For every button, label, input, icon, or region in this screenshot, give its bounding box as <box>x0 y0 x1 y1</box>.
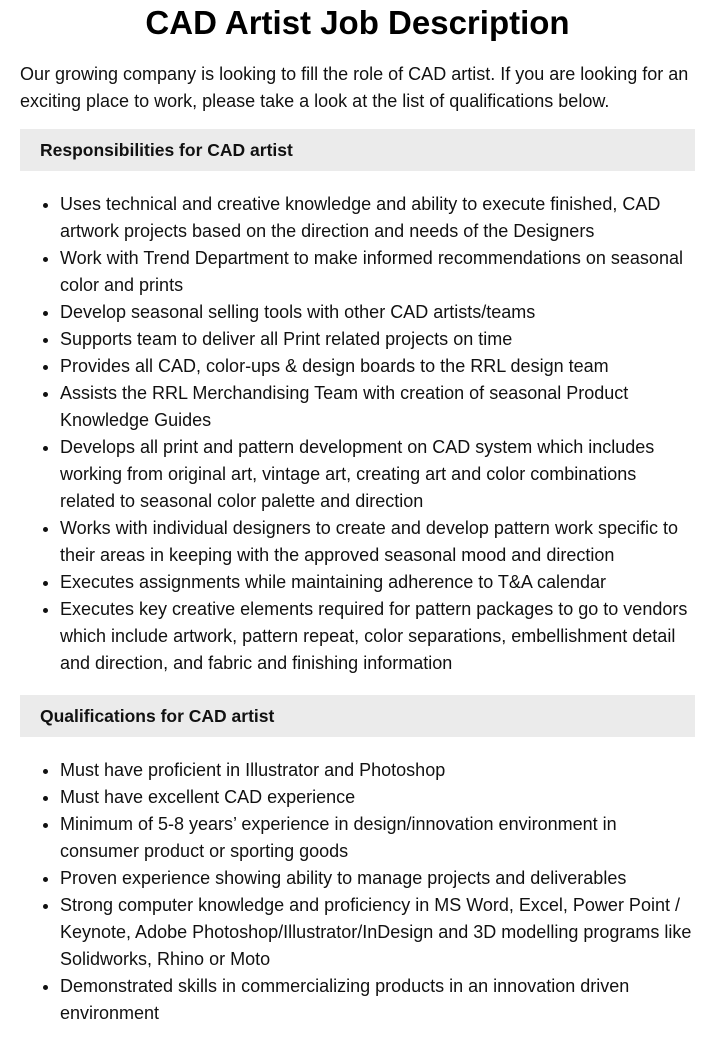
responsibilities-list <box>20 191 695 677</box>
list-item: • Provides all CAD, color-ups & design boards to the RRL design team <box>60 353 695 380</box>
list-item: • Supports team to deliver all Print related projects on time <box>60 326 695 353</box>
list-item: • Develops all print and pattern development on CAD system which includes working from original art, vintage art, creating art and color combinations related to seasonal color palette and direction <box>60 434 695 515</box>
list-item: • Must have proficient in Illustrator and Photoshop <box>60 757 695 784</box>
list-item: • Proven experience showing ability to manage projects and deliverables <box>60 865 695 892</box>
list-item: • Work with Trend Department to make informed recommendations on seasonal color and prints <box>60 245 695 299</box>
page-title: CAD Artist Job Description <box>145 4 570 41</box>
intro-paragraph: Our growing company is looking to fill the role of CAD artist. If you are looking for an exciting place to work, please take a look at the list of qualifications below. <box>20 64 689 111</box>
list-item: • Must have excellent CAD experience <box>60 784 695 811</box>
list-item: • Strong computer knowledge and proficiency in MS Word, Excel, Power Point / Keynote, Adobe Photoshop/Illustrator/InDesign and 3D modelling programs like Solidworks, Rhino or Moto <box>60 892 695 973</box>
list-item: • Uses technical and creative knowledge and ability to execute finished, CAD artwork projects based on the direction and needs of the Designers <box>60 191 695 245</box>
list-item: • Assists the RRL Merchandising Team with creation of seasonal Product Knowledge Guides <box>60 380 695 434</box>
qualifications-list <box>20 757 695 1027</box>
responsibilities-heading: Responsibilities for CAD artist <box>20 129 695 171</box>
list-item: • Demonstrated skills in commercializing products in an innovation driven environment <box>60 973 695 1027</box>
list-item: • Executes assignments while maintaining adherence to T&A calendar <box>60 569 695 596</box>
list-item: • Works with individual designers to create and develop pattern work specific to their areas in keeping with the approved seasonal mood and direction <box>60 515 695 569</box>
list-item: • Minimum of 5-8 years’ experience in design/innovation environment in consumer product or sporting goods <box>60 811 695 865</box>
list-item: • Develop seasonal selling tools with other CAD artists/teams <box>60 299 695 326</box>
qualifications-heading: Qualifications for CAD artist <box>20 695 695 737</box>
list-item: • Executes key creative elements required for pattern packages to go to vendors which include artwork, pattern repeat, color separations, embellishment detail and direction, and fabric and finishing information <box>60 596 695 677</box>
